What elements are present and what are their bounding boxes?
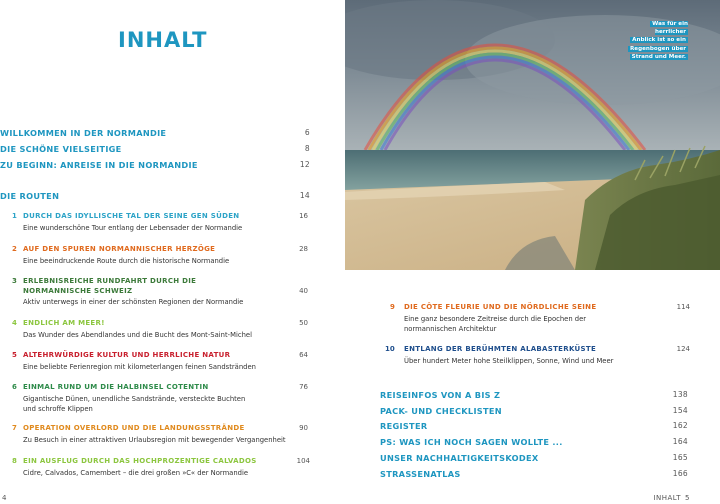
- route-page: 104: [296, 457, 310, 465]
- folio-label: INHALT: [653, 494, 682, 502]
- page-number-right: [653, 494, 690, 502]
- route-number: 10: [385, 345, 395, 353]
- route-number: 8: [12, 457, 17, 465]
- toc-entry-page: 12: [299, 160, 310, 169]
- toc-entry-label: ZU BEGINN: ANREISE IN DIE NORMANDIE: [0, 160, 198, 170]
- route-page: 114: [676, 303, 690, 311]
- route-description-line2: und schroffe Klippen: [23, 405, 93, 413]
- caption-line: Was für ein herrlicher: [652, 21, 688, 36]
- toc-entry[interactable]: [380, 390, 688, 400]
- route-description-line2: normannischen Architektur: [404, 325, 497, 333]
- toc-entry-label: DIE SCHÖNE VIELSEITIGE: [0, 144, 122, 154]
- caption-line: Regenbogen über: [630, 45, 686, 52]
- route-title: ALTEHRWÜRDIGE KULTUR UND HERRLICHE NATUR: [23, 351, 231, 359]
- toc-entry[interactable]: [380, 469, 688, 479]
- route-page: 76: [299, 383, 308, 391]
- toc-entry[interactable]: [0, 144, 318, 154]
- toc-entry-page: 138: [672, 390, 688, 399]
- route-title: ERLEBNISREICHE RUNDFAHRT DURCH DIE NORMANNISCHE SCHWEIZ: [23, 277, 197, 295]
- page-number-left: 4: [2, 494, 7, 502]
- toc-entry[interactable]: [380, 406, 688, 416]
- route-description: Eine beliebte Ferienregion mit kilometerlangen feinen Sandstränden: [23, 363, 256, 371]
- toc-entry[interactable]: [0, 160, 318, 170]
- route-page: 28: [299, 245, 308, 253]
- routes-heading-page: 14: [299, 191, 310, 200]
- route-description: Über hundert Meter hohe Steilklippen, Sonne, Wind und Meer: [404, 357, 614, 365]
- toc-entry[interactable]: [380, 437, 688, 447]
- route-page: 64: [299, 351, 308, 359]
- route-description: Gigantische Dünen, unendliche Sandstrände, versteckte Buchten: [23, 395, 246, 403]
- route-page: 16: [299, 212, 308, 220]
- toc-entry-page: 154: [672, 406, 688, 415]
- route-number: 5: [12, 351, 17, 359]
- route-page: 50: [299, 319, 308, 327]
- route-page: 40: [299, 287, 308, 295]
- route-number: 3: [12, 277, 17, 285]
- toc-entry[interactable]: [380, 421, 688, 431]
- toc-entry-page: 8: [304, 144, 310, 153]
- route-description: Eine wunderschöne Tour entlang der Lebensader der Normandie: [23, 224, 243, 232]
- toc-entry-label: UNSER NACHHALTIGKEITSKODEX: [380, 453, 539, 463]
- route-number: 9: [390, 303, 395, 311]
- route-number: 7: [12, 424, 17, 432]
- route-description: Aktiv unterwegs in einer der schönsten Regionen der Normandie: [23, 298, 244, 306]
- route-description: Eine ganz besondere Zeitreise durch die Epochen der: [404, 315, 587, 323]
- toc-entry-page: 164: [672, 437, 688, 446]
- route-title: AUF DEN SPUREN NORMANNISCHER HERZÖGE: [23, 245, 216, 253]
- route-title: EINMAL RUND UM DIE HALBINSEL COTENTIN: [23, 383, 209, 391]
- toc-entry-label: REGISTER: [380, 421, 428, 431]
- toc-entry-page: 162: [672, 421, 688, 430]
- toc-entry[interactable]: [380, 453, 688, 463]
- route-title: DURCH DAS IDYLLISCHE TAL DER SEINE GEN SÜDEN: [23, 212, 240, 220]
- photo-caption: [618, 20, 688, 61]
- route-title: DIE CÔTE FLEURIE UND DIE NÖRDLICHE SEINE: [404, 303, 597, 311]
- route-number: 4: [12, 319, 17, 327]
- routes-heading[interactable]: [0, 191, 318, 201]
- beach-rainbow-photo: [345, 0, 720, 270]
- route-description: Eine beeindruckende Route durch die historische Normandie: [23, 257, 230, 265]
- route-number: 1: [12, 212, 17, 220]
- routes-heading-label: DIE ROUTEN: [0, 191, 60, 201]
- toc-entry-label: WILLKOMMEN IN DER NORMANDIE: [0, 128, 167, 138]
- caption-line: Anblick ist so ein: [632, 37, 686, 44]
- folio-number: 5: [685, 494, 690, 502]
- toc-entry-label: STRASSENATLAS: [380, 469, 461, 479]
- route-title: OPERATION OVERLORD UND DIE LANDUNGSSTRÄNDE: [23, 424, 245, 432]
- toc-entry-label: REISEINFOS VON A BIS Z: [380, 390, 501, 400]
- route-page: 90: [299, 424, 308, 432]
- route-title: ENTLANG DER BERÜHMTEN ALABASTERKÜSTE: [404, 345, 597, 353]
- route-number: 6: [12, 383, 17, 391]
- toc-entry-page: 166: [672, 469, 688, 478]
- toc-entry-page: 165: [672, 453, 688, 462]
- route-page: 124: [676, 345, 690, 353]
- route-number: 2: [12, 245, 17, 253]
- route-title: EIN AUSFLUG DURCH DAS HOCHPROZENTIGE CALVADOS: [23, 457, 257, 465]
- route-title: ENDLICH AM MEER!: [23, 319, 105, 327]
- toc-entry-label: PS: WAS ICH NOCH SAGEN WOLLTE ...: [380, 437, 563, 447]
- page-title: INHALT: [118, 28, 208, 52]
- toc-entry-page: 6: [304, 128, 310, 137]
- toc-entry[interactable]: [0, 128, 318, 138]
- route-description: Cidre, Calvados, Camembert – die drei großen »C« der Normandie: [23, 469, 249, 477]
- route-description: Das Wunder des Abendlandes und die Bucht des Mont-Saint-Michel: [23, 331, 252, 339]
- route-description: Zu Besuch in einer attraktiven Urlaubsregion mit bewegender Vergangenheit: [23, 436, 286, 444]
- toc-entry-label: PACK- UND CHECKLISTEN: [380, 406, 502, 416]
- caption-line: Strand und Meer.: [631, 53, 686, 60]
